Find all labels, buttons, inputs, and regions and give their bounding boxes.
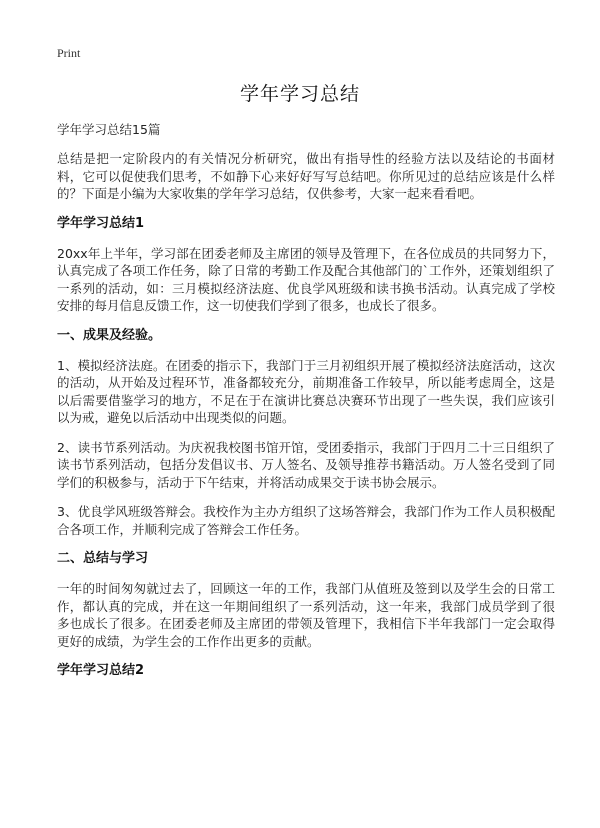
- page-title: 学年学习总结: [239, 83, 360, 105]
- paragraph-overview: 20xx年上半年，学习部在团委老师及主席团的领导及管理下，在各位成员的共同努力下，认真完成了各项工作任务，除了日常的考勤工作及配合其他部门的`工作外，还策划组织了一系列的活动，如：三月模拟经济法庭、优良学风班级和读书换书活动。认真完成了学校安排的每月信息反馈工作，这一切使我们学到了很多，也成长了很多。: [57, 245, 555, 313]
- section-heading-essay-1: 学年学习总结1: [57, 215, 145, 231]
- document-body: [57, 121, 555, 692]
- paragraph-reading-festival: 2、读书节系列活动。为庆祝我校图书馆开馆，受团委指示，我部门于四月二十三日组织了读书节系列活动，包括分发倡议书、万人签名、及领导推荐书籍活动。万人签名受到了同学们的积极参与，活动于下午结束，并将活动成果交于读书协会展示。: [57, 439, 555, 490]
- paragraph-study-style-debate: 3、优良学风班级答辩会。我校作为主办方组织了这场答辩会，我部门作为工作人员积极配合各项工作，并顺利完成了答辩会工作任务。: [57, 504, 555, 537]
- section-heading-results: 一、成果及经验。: [57, 327, 162, 343]
- paragraph-summary: 一年的时间匆匆就过去了，回顾这一年的工作，我部门从值班及签到以及学生会的日常工作，都认真的完成，并在这一年期间组织了一系列活动，这一年来，我部门成员学到了很多也成长了很多。在团委老师及主席团的带领及管理下，我相信下半年我部门一定会取得更好的成绩，为学生会的工作作出更多的贡献。: [57, 581, 555, 649]
- document-subtitle: 学年学习总结15篇: [57, 122, 161, 137]
- section-heading-summary: 二、总结与学习: [57, 551, 149, 566]
- section-heading-essay-2: 学年学习总结2: [57, 663, 145, 678]
- paragraph-mock-court: 1、模拟经济法庭。在团委的指示下，我部门于三月初组织开展了模拟经济法庭活动，这次的活动，从开始及过程环节，准备都较充分，前期准备工作较早，所以能考虑周全，这是以后需要借鉴学习的地方，不足在于在演讲比赛总决赛环节出现了一些失误，我们应该引以为戒，避免以后活动中出现类似的问题。: [57, 357, 555, 425]
- print-link[interactable]: Print: [57, 46, 81, 60]
- intro-paragraph: 总结是把一定阶段内的有关情况分析研究，做出有指导性的经验方法以及结论的书面材料，它可以促使我们思考，不如静下心来好好写写总结吧。你所见过的总结应该是什么样的？下面是小编为大家收集的学年学习总结，仅供参考，大家一起来看看吧。: [57, 151, 555, 201]
